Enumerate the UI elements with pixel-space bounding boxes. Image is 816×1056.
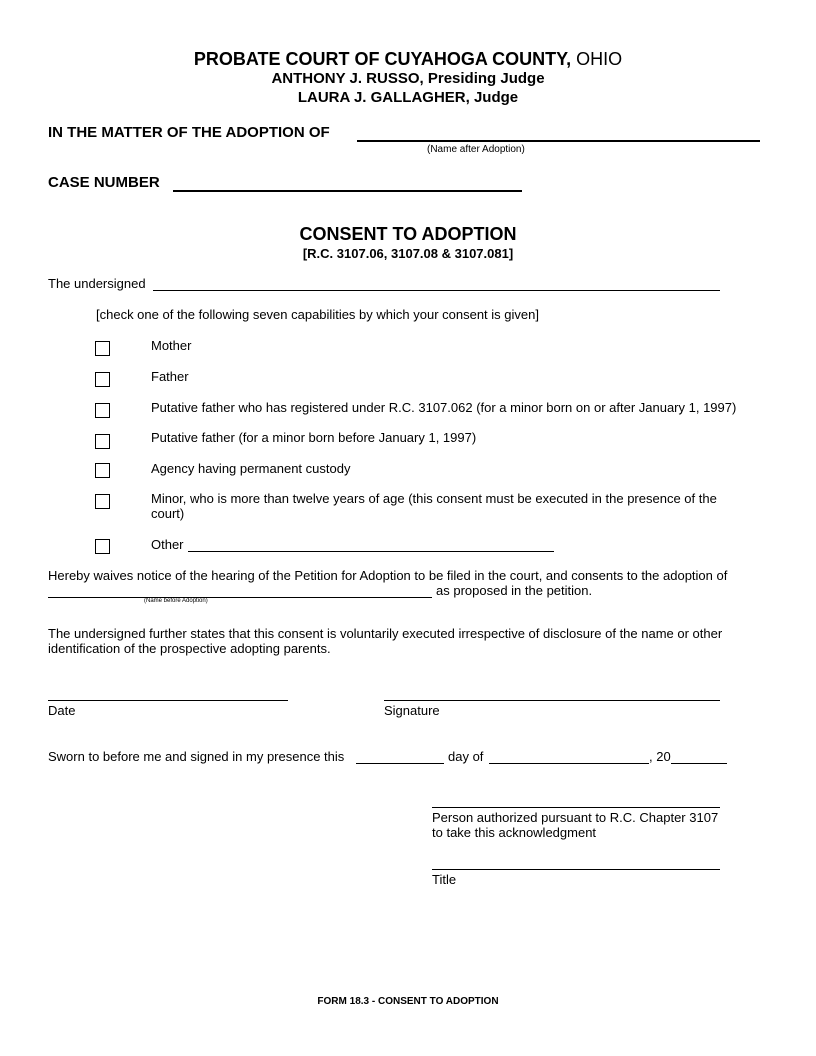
- name-before-adoption-field[interactable]: [48, 597, 432, 598]
- presiding-judge: ANTHONY J. RUSSO, Presiding Judge: [271, 70, 545, 87]
- sworn-month-field[interactable]: [489, 763, 649, 764]
- court-name: [0, 49, 816, 69]
- option-label-minor: Minor, who is more than twelve years of age (this consent must be executed in the presence of the court): [151, 491, 717, 521]
- authorized-person-label: Person authorized pursuant to R.C. Chapter 3107 to take this acknowledgment: [432, 810, 719, 840]
- instruction-text: [check one of the following seven capabilities by which your consent is given]: [96, 307, 539, 322]
- checkbox-putative-father-registered[interactable]: [95, 403, 110, 418]
- statute-reference: [R.C. 3107.06, 3107.08 & 3107.081]: [302, 246, 514, 261]
- court-state: OHIO: [571, 49, 623, 69]
- title-label: Title: [432, 872, 457, 887]
- title-field[interactable]: [432, 869, 720, 870]
- undersigned-label: The undersigned: [48, 276, 146, 291]
- adopted-name-field[interactable]: [357, 140, 760, 142]
- sworn-prefix: Sworn to before me and signed in my presence this: [48, 749, 345, 764]
- authorized-person-field[interactable]: [432, 807, 720, 808]
- checkbox-agency[interactable]: [95, 463, 110, 478]
- undersigned-name-field[interactable]: [153, 290, 720, 291]
- signature-field[interactable]: [384, 700, 720, 701]
- sworn-year-field[interactable]: [671, 763, 727, 764]
- voluntary-statement: The undersigned further states that this consent is voluntarily executed irrespective of disclosure of the name or other identification of the prospective adopting parents.: [48, 626, 723, 656]
- checkbox-minor[interactable]: [95, 494, 110, 509]
- checkbox-other[interactable]: [95, 539, 110, 554]
- form-footer: FORM 18.3 - CONSENT TO ADOPTION: [317, 996, 499, 1007]
- case-number-field[interactable]: [173, 190, 522, 192]
- waiver-suffix: as proposed in the petition.: [436, 583, 593, 598]
- name-before-caption: (Name before Adoption): [144, 598, 208, 604]
- option-label-putative-father-registered: Putative father who has registered under R.C. 3107.062 (for a minor born on or after January 1, 1997): [151, 400, 737, 415]
- option-label-agency: Agency having permanent custody: [151, 461, 351, 476]
- case-number-label: CASE NUMBER: [48, 174, 160, 191]
- option-label-mother: Mother: [151, 338, 192, 353]
- waiver-text: Hereby waives notice of the hearing of the Petition for Adoption to be filed in the court, and consents to the adoption of: [48, 568, 728, 583]
- date-field[interactable]: [48, 700, 288, 701]
- date-label: Date: [48, 703, 76, 718]
- option-label-father: Father: [151, 369, 189, 384]
- other-specify-field[interactable]: [188, 551, 554, 552]
- sworn-day-of: day of: [448, 749, 484, 764]
- sworn-year-prefix: , 20: [649, 749, 671, 764]
- judge: LAURA J. GALLAGHER, Judge: [297, 89, 519, 106]
- signature-label: Signature: [384, 703, 440, 718]
- sworn-day-field[interactable]: [356, 763, 444, 764]
- checkbox-putative-father-pre-1997[interactable]: [95, 434, 110, 449]
- checkbox-mother[interactable]: [95, 341, 110, 356]
- form-title: CONSENT TO ADOPTION: [299, 224, 517, 244]
- option-label-other: Other: [151, 537, 184, 552]
- matter-label: IN THE MATTER OF THE ADOPTION OF: [48, 124, 330, 141]
- court-name-bold: PROBATE COURT OF CUYAHOGA COUNTY,: [193, 49, 572, 69]
- matter-caption: (Name after Adoption): [427, 144, 525, 155]
- checkbox-father[interactable]: [95, 372, 110, 387]
- option-label-putative-father-pre-1997: Putative father (for a minor born before January 1, 1997): [151, 430, 477, 445]
